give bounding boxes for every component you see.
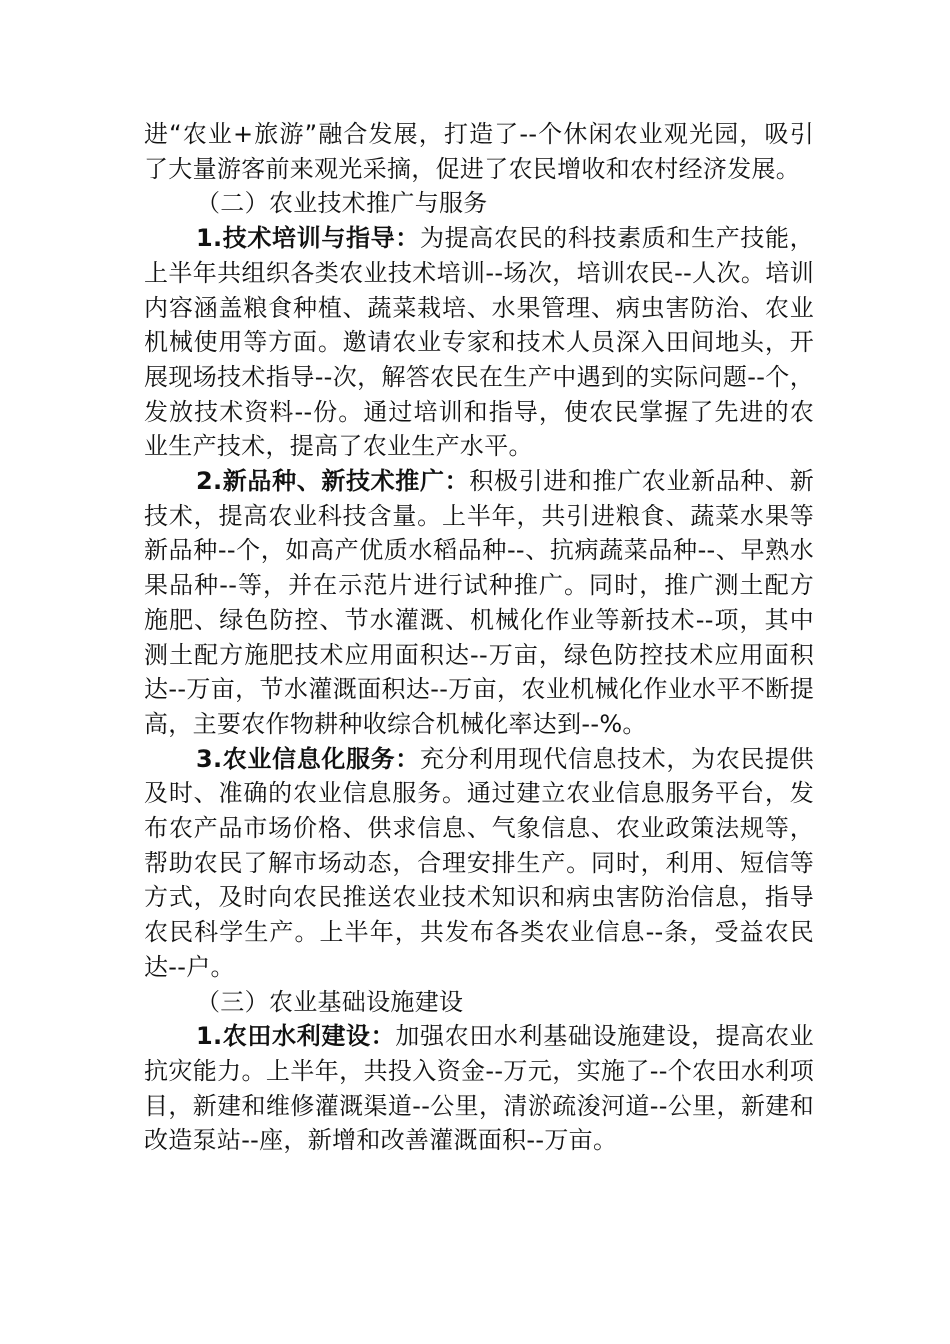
- paragraph-text: 为提高农民的科技素质和生产技能，上半年共组织各类农业技术培训--场次，培训农民--人次。培训内容涵盖粮食种植、蔬菜栽培、水果管理、病虫害防治、农业机械使用等方面。邀请农业专家和技术人员深入田间地头，开展现场技术指导--次，解答农民在生产中遇到的实际问题--个，发放技术资料--份。通过培训和指导，使农民掌握了先进的农业生产技术，提高了农业生产水平。: [144, 224, 814, 461]
- paragraph-continuation: [144, 117, 814, 186]
- paragraph-text: 加强农田水利基础设施建设，提高农业抗灾能力。上半年，共投入资金--万元，实施了--个农田水利项目，新建和维修灌溉渠道--公里，清淤疏浚河道--公里，新建和改造泵站--座，新增和改善灌溉面积--万亩。: [144, 1022, 814, 1155]
- paragraph-lead: 2.新品种、新技术推广：: [196, 467, 470, 496]
- paragraph-text: 进“农业+旅游”融合发展，打造了--个休闲农业观光园，吸引了大量游客前来观光采摘，促进了农民增收和农村经济发展。: [144, 120, 814, 183]
- paragraph-irrigation: [144, 1019, 814, 1158]
- paragraph-lead: 1.技术培训与指导：: [196, 224, 420, 253]
- paragraph-text: 充分利用现代信息技术，为农民提供及时、准确的农业信息服务。通过建立农业信息服务平台，发布农产品市场价格、供求信息、气象信息、农业政策法规等，帮助农民了解市场动态，合理安排生产。同时，利用、短信等方式，及时向农民推送农业技术知识和病虫害防治信息，指导农民科学生产。上半年，共发布各类农业信息--条，受益农民达--户。: [144, 744, 814, 981]
- document-body: [144, 117, 814, 1158]
- paragraph-lead: 1.农田水利建设：: [196, 1022, 396, 1051]
- paragraph-text: 积极引进和推广农业新品种、新技术，提高农业科技含量。上半年，共引进粮食、蔬菜水果等新品种--个，如高产优质水稻品种--、抗病蔬菜品种--、早熟水果品种--等，并在示范片进行试种推广。同时，推广测土配方施肥、绿色防控、节水灌溉、机械化作业等新技术--项，其中测土配方施肥技术应用面积达--万亩，绿色防控技术应用面积达--万亩，节水灌溉面积达--万亩，农业机械化作业水平不断提高，主要农作物耕种收综合机械化率达到--%。: [144, 467, 815, 738]
- paragraph-training: [144, 221, 814, 464]
- section-heading-infrastructure: [144, 985, 814, 1020]
- paragraph-lead: 3.农业信息化服务：: [196, 744, 420, 773]
- heading-text: （三）农业基础设施建设: [196, 987, 464, 1016]
- paragraph-new-varieties: [144, 464, 814, 742]
- heading-text: （二）农业技术推广与服务: [196, 189, 488, 218]
- section-heading-agri-tech: [144, 186, 814, 221]
- paragraph-info-service: [144, 742, 814, 985]
